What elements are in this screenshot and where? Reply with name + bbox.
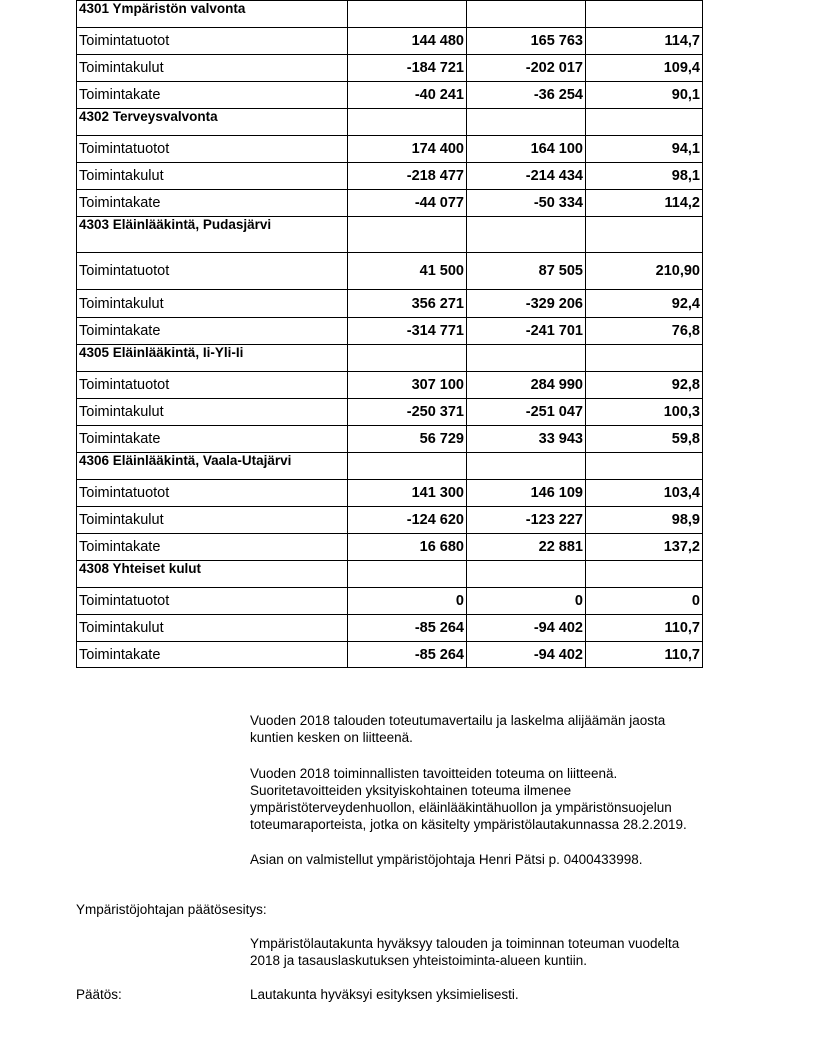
value-col-3: 114,2 bbox=[586, 190, 703, 217]
row-label: Toimintakulut bbox=[77, 290, 348, 318]
value-col-2: 165 763 bbox=[467, 28, 586, 55]
section-title: 4303 Eläinlääkintä, Pudasjärvi bbox=[77, 217, 348, 253]
row-label: Toimintatuotot bbox=[77, 372, 348, 399]
value-col-1: -44 077 bbox=[348, 190, 467, 217]
value-col-3: 76,8 bbox=[586, 318, 703, 345]
table-row bbox=[77, 480, 703, 507]
value-col-1 bbox=[348, 453, 467, 480]
table-row bbox=[77, 615, 703, 642]
value-col-2: -94 402 bbox=[467, 642, 586, 668]
value-col-3: 59,8 bbox=[586, 426, 703, 453]
value-col-3: 0 bbox=[586, 588, 703, 615]
value-col-1: -184 721 bbox=[348, 55, 467, 82]
table-row bbox=[77, 399, 703, 426]
section-header-row bbox=[77, 217, 703, 253]
value-col-1 bbox=[348, 109, 467, 136]
value-col-1: 307 100 bbox=[348, 372, 467, 399]
value-col-3: 98,1 bbox=[586, 163, 703, 190]
paragraph-operational-goals bbox=[250, 765, 770, 833]
value-col-1: 16 680 bbox=[348, 534, 467, 561]
row-label: Toimintakulut bbox=[77, 615, 348, 642]
paragraph-line: 2018 ja tasauslaskutuksen yhteistoiminta-alueen kuntiin. bbox=[250, 953, 587, 968]
paragraph-line: kuntien kesken on liitteenä. bbox=[250, 730, 413, 745]
value-col-2: 87 505 bbox=[467, 253, 586, 290]
row-label: Toimintakate bbox=[77, 534, 348, 561]
value-col-2: -329 206 bbox=[467, 290, 586, 318]
value-col-1: -85 264 bbox=[348, 615, 467, 642]
table-row bbox=[77, 190, 703, 217]
value-col-3: 100,3 bbox=[586, 399, 703, 426]
value-col-2: -202 017 bbox=[467, 55, 586, 82]
value-col-1: 41 500 bbox=[348, 253, 467, 290]
section-title: 4305 Eläinlääkintä, Ii-Yli-Ii bbox=[77, 345, 348, 372]
value-col-3: 90,1 bbox=[586, 82, 703, 109]
value-col-3: 109,4 bbox=[586, 55, 703, 82]
value-col-3: 94,1 bbox=[586, 136, 703, 163]
table-row bbox=[77, 290, 703, 318]
section-header-row bbox=[77, 1, 703, 28]
value-col-3: 110,7 bbox=[586, 642, 703, 668]
section-header-row bbox=[77, 561, 703, 588]
value-col-2: 284 990 bbox=[467, 372, 586, 399]
row-label: Toimintakate bbox=[77, 426, 348, 453]
value-col-2: -94 402 bbox=[467, 615, 586, 642]
table-row bbox=[77, 534, 703, 561]
value-col-3 bbox=[586, 453, 703, 480]
value-col-2: -50 334 bbox=[467, 190, 586, 217]
value-col-3: 92,4 bbox=[586, 290, 703, 318]
proposal-text bbox=[250, 935, 770, 969]
table-row bbox=[77, 253, 703, 290]
value-col-2 bbox=[467, 453, 586, 480]
value-col-2 bbox=[467, 561, 586, 588]
value-col-3: 114,7 bbox=[586, 28, 703, 55]
value-col-1: 0 bbox=[348, 588, 467, 615]
row-label: Toimintakulut bbox=[77, 55, 348, 82]
table-row bbox=[77, 426, 703, 453]
table-body bbox=[77, 1, 703, 668]
value-col-3: 92,8 bbox=[586, 372, 703, 399]
value-col-1 bbox=[348, 217, 467, 253]
value-col-2 bbox=[467, 109, 586, 136]
value-col-2: 146 109 bbox=[467, 480, 586, 507]
table-row bbox=[77, 28, 703, 55]
paragraph-line: Suoritetavoitteiden yksityiskohtainen toteuma ilmenee bbox=[250, 783, 572, 798]
proposal-label: Ympäristöjohtajan päätösesitys: bbox=[76, 902, 267, 917]
value-col-3 bbox=[586, 217, 703, 253]
value-col-1: -124 620 bbox=[348, 507, 467, 534]
value-col-1: -218 477 bbox=[348, 163, 467, 190]
row-label: Toimintakate bbox=[77, 190, 348, 217]
value-col-3: 103,4 bbox=[586, 480, 703, 507]
value-col-3 bbox=[586, 561, 703, 588]
paragraph-financial-report bbox=[250, 712, 770, 746]
value-col-3: 98,9 bbox=[586, 507, 703, 534]
paragraph-preparer bbox=[250, 851, 770, 868]
row-label: Toimintatuotot bbox=[77, 588, 348, 615]
value-col-1: -40 241 bbox=[348, 82, 467, 109]
paragraph-line: Asian on valmistellut ympäristöjohtaja Henri Pätsi p. 0400433998. bbox=[250, 852, 643, 867]
value-col-2: -241 701 bbox=[467, 318, 586, 345]
row-label: Toimintakulut bbox=[77, 507, 348, 534]
section-header-row bbox=[77, 453, 703, 480]
row-label: Toimintatuotot bbox=[77, 28, 348, 55]
value-col-2: -36 254 bbox=[467, 82, 586, 109]
value-col-3: 137,2 bbox=[586, 534, 703, 561]
value-col-3 bbox=[586, 109, 703, 136]
value-col-1: 144 480 bbox=[348, 28, 467, 55]
row-label: Toimintakulut bbox=[77, 399, 348, 426]
value-col-2: 0 bbox=[467, 588, 586, 615]
value-col-1: -314 771 bbox=[348, 318, 467, 345]
row-label: Toimintatuotot bbox=[77, 253, 348, 290]
row-label: Toimintatuotot bbox=[77, 480, 348, 507]
table-row bbox=[77, 642, 703, 668]
row-label: Toimintakate bbox=[77, 82, 348, 109]
value-col-2 bbox=[467, 217, 586, 253]
section-header-row bbox=[77, 109, 703, 136]
value-col-1: 56 729 bbox=[348, 426, 467, 453]
paragraph-line: ympäristöterveydenhuollon, eläinlääkintähuollon ja ympäristönsuojelun bbox=[250, 800, 672, 815]
value-col-1 bbox=[348, 345, 467, 372]
decision-label: Päätös: bbox=[76, 987, 122, 1002]
value-col-3: 210,90 bbox=[586, 253, 703, 290]
row-label: Toimintatuotot bbox=[77, 136, 348, 163]
row-label: Toimintakate bbox=[77, 642, 348, 668]
table-row bbox=[77, 507, 703, 534]
paragraph-line: Vuoden 2018 toiminnallisten tavoitteiden toteuma on liitteenä. bbox=[250, 766, 618, 781]
row-label: Toimintakate bbox=[77, 318, 348, 345]
table-row bbox=[77, 55, 703, 82]
value-col-2: 22 881 bbox=[467, 534, 586, 561]
value-col-3 bbox=[586, 1, 703, 28]
section-title: 4306 Eläinlääkintä, Vaala-Utajärvi bbox=[77, 453, 348, 480]
section-title: 4308 Yhteiset kulut bbox=[77, 561, 348, 588]
table-row bbox=[77, 372, 703, 399]
paragraph-line: Ympäristölautakunta hyväksyy talouden ja toiminnan toteuman vuodelta bbox=[250, 936, 680, 951]
paragraph-line: Vuoden 2018 talouden toteutumavertailu ja laskelma alijäämän jaosta bbox=[250, 713, 666, 728]
value-col-1: 141 300 bbox=[348, 480, 467, 507]
value-col-2: -214 434 bbox=[467, 163, 586, 190]
value-col-1 bbox=[348, 561, 467, 588]
value-col-1 bbox=[348, 1, 467, 28]
decision-text: Lautakunta hyväksyi esityksen yksimielisesti. bbox=[250, 987, 519, 1002]
value-col-1: 174 400 bbox=[348, 136, 467, 163]
row-label: Toimintakulut bbox=[77, 163, 348, 190]
value-col-2: 33 943 bbox=[467, 426, 586, 453]
table-row bbox=[77, 82, 703, 109]
value-col-1: -85 264 bbox=[348, 642, 467, 668]
table-row bbox=[77, 163, 703, 190]
table-row bbox=[77, 588, 703, 615]
value-col-3 bbox=[586, 345, 703, 372]
value-col-2 bbox=[467, 1, 586, 28]
value-col-1: 356 271 bbox=[348, 290, 467, 318]
budget-table bbox=[76, 0, 703, 668]
paragraph-line: toteumaraporteista, jotka on käsitelty ympäristölautakunnassa 28.2.2019. bbox=[250, 817, 687, 832]
value-col-2: -251 047 bbox=[467, 399, 586, 426]
section-title: 4302 Terveysvalvonta bbox=[77, 109, 348, 136]
value-col-2: 164 100 bbox=[467, 136, 586, 163]
value-col-2 bbox=[467, 345, 586, 372]
value-col-1: -250 371 bbox=[348, 399, 467, 426]
section-header-row bbox=[77, 345, 703, 372]
value-col-2: -123 227 bbox=[467, 507, 586, 534]
value-col-3: 110,7 bbox=[586, 615, 703, 642]
table-row bbox=[77, 136, 703, 163]
section-title: 4301 Ympäristön valvonta bbox=[77, 1, 348, 28]
table-row bbox=[77, 318, 703, 345]
